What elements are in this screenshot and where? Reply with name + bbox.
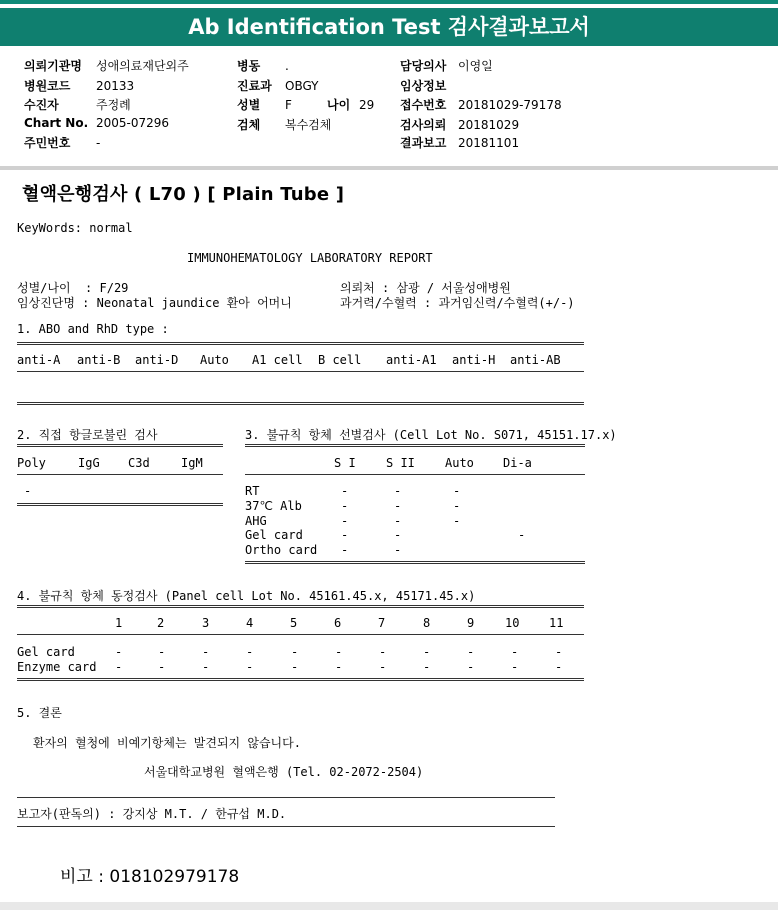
double-rule <box>17 444 223 447</box>
screen-cell: - <box>394 484 402 498</box>
remark: 비고 : 018102979178 <box>60 867 240 887</box>
clinical-diagnosis: 임상진단명 : Neonatal jaundice 환아 어머니 <box>17 296 292 310</box>
screen-cell: - <box>394 514 402 528</box>
header-value: . <box>285 59 289 73</box>
abo-col-anti-h: anti-H <box>452 353 496 367</box>
dat-col-c3d: C3d <box>128 456 150 470</box>
keywords: KeyWords: normal <box>17 221 133 235</box>
panel-cell: - <box>423 645 431 659</box>
header-label: 임상정보 <box>400 79 447 93</box>
report-title: 혈액은행검사 ( L70 ) [ Plain Tube ] <box>22 184 345 205</box>
abo-col-anti-a: anti-A <box>17 353 61 367</box>
screen-cell: - <box>453 499 461 513</box>
panel-row-label: Gel card <box>17 645 75 659</box>
screen-cell: - <box>341 543 349 557</box>
panel-cell: - <box>379 645 387 659</box>
double-rule <box>17 402 584 405</box>
header-label: 접수번호 <box>400 98 447 112</box>
screen-cell: - <box>394 543 402 557</box>
lab-report-title: IMMUNOHEMATOLOGY LABORATORY REPORT <box>187 251 433 265</box>
panel-cell: - <box>511 660 519 674</box>
section-dat-title: 2. 직접 항글로불린 검사 <box>17 428 158 442</box>
header-label: 병동 <box>237 59 261 73</box>
header-label: 검사의뢰 <box>400 118 447 132</box>
panel-col: 3 <box>202 616 210 630</box>
header-value: - <box>96 136 101 150</box>
header-label: 결과보고 <box>400 136 447 150</box>
section-panel-title: 4. 불규칙 항체 동정검사 (Panel cell Lot No. 45161.45.x, 45171.45.x) <box>17 589 476 603</box>
panel-col: 1 <box>115 616 123 630</box>
panel-col: 10 <box>505 616 520 630</box>
dat-col-igg: IgG <box>78 456 100 470</box>
section-conclusion-title: 5. 결론 <box>17 706 62 720</box>
panel-col: 8 <box>423 616 431 630</box>
lab-institution: 서울대학교병원 혈액은행 (Tel. 02-2072-2504) <box>144 765 424 779</box>
screen-row-label: Ortho card <box>245 543 318 557</box>
header-value: 복수검체 <box>285 118 332 132</box>
panel-cell: - <box>467 660 475 674</box>
dat-col-igm: IgM <box>181 456 203 470</box>
double-rule <box>245 444 585 447</box>
header-value: 20181029 <box>458 118 520 132</box>
header-field-age <box>327 96 374 113</box>
abo-col-anti-d: anti-D <box>135 353 179 367</box>
screen-row-label: RT <box>245 484 260 498</box>
panel-cell: - <box>291 645 299 659</box>
panel-cell: - <box>467 645 475 659</box>
panel-col: 7 <box>378 616 386 630</box>
screen-cell: - <box>453 514 461 528</box>
header-field-department <box>237 77 319 94</box>
panel-col: 6 <box>334 616 342 630</box>
reporter: 보고자(판독의) : 강지상 M.T. / 한규섭 M.D. <box>17 807 287 821</box>
conclusion-text: 환자의 혈청에 비예기항체는 발견되지 않습니다. <box>33 736 301 750</box>
header-value: 29 <box>359 98 375 112</box>
header-label: 검체 <box>237 118 261 132</box>
screen-row-label: Gel card <box>245 528 303 542</box>
header-field-sex <box>237 96 292 113</box>
screen-col-dia: Di-a <box>503 456 532 470</box>
screen-cell: - <box>394 499 402 513</box>
screen-col-s2: S II <box>386 456 415 470</box>
double-rule <box>17 503 223 506</box>
header-field-clinical-info <box>400 77 458 94</box>
panel-cell: - <box>555 660 563 674</box>
header-value: 성애의료재단외주 <box>96 59 189 73</box>
screen-cell: - <box>341 528 349 542</box>
abo-col-anti-ab: anti-AB <box>510 353 561 367</box>
panel-cell: - <box>115 660 123 674</box>
transfusion-history: 과거력/수혈력 : 과거임신력/수혈력(+/-) <box>340 296 575 310</box>
panel-cell: - <box>555 645 563 659</box>
screen-cell: - <box>341 484 349 498</box>
single-rule <box>245 474 585 475</box>
panel-cell: - <box>335 645 343 659</box>
top-stripe <box>0 0 778 4</box>
header-label: 담당의사 <box>400 59 447 73</box>
panel-cell: - <box>202 645 210 659</box>
panel-cell: - <box>423 660 431 674</box>
double-rule <box>245 561 585 564</box>
dat-value: - <box>24 484 32 498</box>
double-rule <box>17 605 584 608</box>
header-field-doctor <box>400 57 493 74</box>
abo-col-anti-b: anti-B <box>77 353 121 367</box>
abo-col-anti-a1: anti-A1 <box>386 353 437 367</box>
screen-cell: - <box>341 514 349 528</box>
panel-col: 11 <box>549 616 564 630</box>
header-field-request-date <box>400 116 519 133</box>
header-field-chart-no <box>24 116 169 130</box>
screen-cell: - <box>341 499 349 513</box>
single-rule <box>17 826 555 827</box>
header-field-receipt-no <box>400 96 562 113</box>
header-label: 성별 <box>237 98 261 112</box>
header-field-patient <box>24 96 131 113</box>
screen-cell: - <box>394 528 402 542</box>
header-field-ward <box>237 57 289 74</box>
abo-col-b-cell: B cell <box>318 353 362 367</box>
panel-row-label: Enzyme card <box>17 660 97 674</box>
panel-cell: - <box>158 660 166 674</box>
panel-cell: - <box>335 660 343 674</box>
screen-row-label: 37℃ Alb <box>245 499 302 513</box>
header-value: 20133 <box>96 79 135 93</box>
header-label: 의뢰기관명 <box>24 59 82 73</box>
header-label: 수진자 <box>24 98 59 112</box>
abo-col-a1-cell: A1 cell <box>252 353 303 367</box>
header-value: 2005-07296 <box>96 116 170 130</box>
header-value: OBGY <box>285 79 319 93</box>
header-label: 진료과 <box>237 79 272 93</box>
screen-col-s1: S I <box>334 456 356 470</box>
header-field-report-date <box>400 134 519 151</box>
panel-col: 4 <box>246 616 254 630</box>
panel-col: 5 <box>290 616 298 630</box>
panel-cell: - <box>246 660 254 674</box>
header-value: 이영일 <box>458 59 493 73</box>
bottom-bar <box>0 902 778 910</box>
panel-cell: - <box>511 645 519 659</box>
panel-cell: - <box>202 660 210 674</box>
double-rule <box>17 678 584 681</box>
panel-cell: - <box>115 645 123 659</box>
screen-col-auto: Auto <box>445 456 474 470</box>
header-value: 20181029-79178 <box>458 98 562 112</box>
header-divider <box>0 166 778 170</box>
header-label: 병원코드 <box>24 79 71 93</box>
header-field-resident-no <box>24 134 100 151</box>
header-label: 나이 <box>327 98 351 112</box>
double-rule <box>17 342 584 345</box>
panel-col: 2 <box>157 616 165 630</box>
single-rule <box>17 474 223 475</box>
dat-col-poly: Poly <box>17 456 46 470</box>
header-field-hospital-code <box>24 77 134 94</box>
panel-cell: - <box>379 660 387 674</box>
header-value: 20181101 <box>458 136 520 150</box>
panel-cell: - <box>291 660 299 674</box>
abo-col-auto: Auto <box>200 353 229 367</box>
header-label: Chart No. <box>24 116 89 130</box>
single-rule <box>17 634 584 635</box>
header-value: 주정례 <box>96 98 131 112</box>
single-rule <box>17 797 555 798</box>
section-screen-title: 3. 불규칙 항체 선별검사 (Cell Lot No. S071, 45151.17.x) <box>245 428 617 442</box>
header-field-specimen <box>237 116 331 133</box>
header-value: F <box>285 98 292 112</box>
screen-row-label: AHG <box>245 514 267 528</box>
sex-age: 성별/나이 : F/29 <box>17 281 129 295</box>
requester: 의뢰처 : 삼광 / 서울성애병원 <box>340 281 511 295</box>
single-rule <box>17 371 584 372</box>
page-title: Ab Identification Test 검사결과보고서 <box>0 8 778 46</box>
section-abo-title: 1. ABO and RhD type : <box>17 322 169 336</box>
header-label: 주민번호 <box>24 136 71 150</box>
screen-cell: - <box>453 484 461 498</box>
panel-cell: - <box>246 645 254 659</box>
panel-col: 9 <box>467 616 475 630</box>
screen-cell: - <box>518 528 526 542</box>
panel-cell: - <box>158 645 166 659</box>
header-field-institution <box>24 57 189 74</box>
